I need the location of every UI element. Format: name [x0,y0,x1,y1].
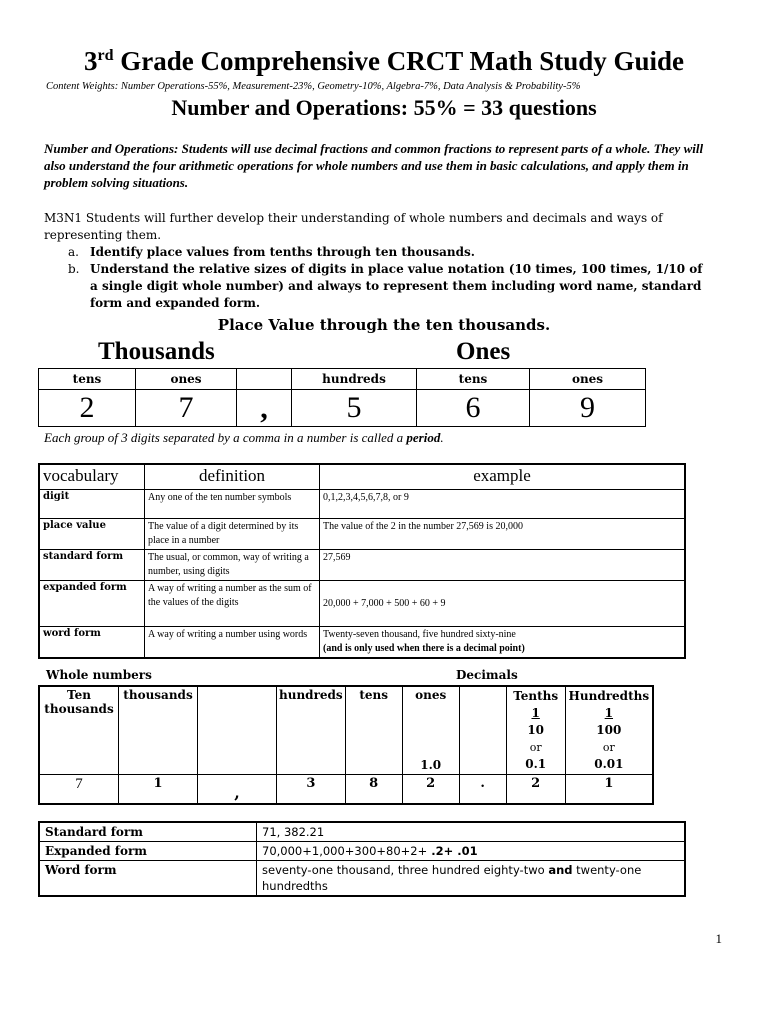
digit-cell: 9 [530,390,646,427]
ones-group-label: Ones [456,338,511,365]
value-cell: 1 [565,775,653,805]
vocab-header: vocabulary [39,464,145,490]
digit-cell: 5 [292,390,417,427]
header-cell: thousands [119,686,198,775]
comma-cell: , [237,390,292,427]
page-title: 3rd Grade Comprehensive CRCT Math Study Guide [83,46,685,76]
value-cell: 2 [506,775,565,805]
header-cell: tens [39,369,136,390]
value-cell: 1 [119,775,198,805]
definition-header: definition [145,464,320,490]
decimals-label: Decimals [456,668,518,682]
comma-cell: , [198,775,277,805]
header-cell: hundreds [277,686,346,775]
header-cell: ones [530,369,646,390]
header-cell: tens [417,369,530,390]
decimal-place-value-table [38,685,654,805]
standard-list [68,244,708,312]
table-row: Word form seventy-one thousand, three hundred eighty-two and twenty-one hundredths [39,861,685,897]
value-cell: 2 [402,775,459,805]
place-value-title: Place Value through the ten thousands. [217,316,551,334]
vocabulary-table [38,463,686,659]
standard-text: M3N1 Students will further develop their understanding of whole numbers and decimals and ways of representing them. [44,211,663,242]
decimal-point-cell: . [459,775,506,805]
example-header: example [320,464,686,490]
header-cell: tens [345,686,402,775]
value-cell: 3 [277,775,346,805]
table-row: word form A way of writing a number using words Twenty-seven thousand, five hundred sixty-nine (and is only used when there is a decimal point) [39,627,685,659]
header-cell [459,686,506,775]
table-row: digit Any one of the ten number symbols 0,1,2,3,4,5,6,7,8, or 9 [39,490,685,519]
header-cell-ones: ones 1.0 [402,686,459,775]
list-item: a. Identify place values from tenths through ten thousands. [68,245,475,259]
table-row: standard form The usual, or common, way of writing a number, using digits 27,569 [39,550,685,581]
number-forms-table [38,821,686,897]
header-cell: Ten thousands [39,686,119,775]
header-cell: hundreds [292,369,417,390]
list-item: b. Understand the relative sizes of digits in place value notation (10 times, 100 times, 1/10 of a single digit whole number) and always to represent them including word name, standard form and expanded form. [68,262,703,310]
header-cell-tenths: Tenths 1 10 or 0.1 [506,686,565,775]
value-cell: 8 [345,775,402,805]
digit-cell: 6 [417,390,530,427]
digit-cell: 2 [39,390,136,427]
table-row: expanded form A way of writing a number as the sum of the values of the digits 20,000 + 7,000 + 500 + 60 + 9 [39,581,685,627]
digit-cell: 7 [136,390,237,427]
page-number: 1 [715,931,722,946]
content-weights: Content Weights: Number Operations-55%, Measurement-23%, Geometry-10%, Algebra-7%, Data Analysis & Probability-5% [46,81,581,92]
thousands-group-label: Thousands [98,338,215,365]
header-cell: ones [136,369,237,390]
whole-numbers-label: Whole numbers [46,668,152,682]
value-cell: 7 [39,775,119,805]
intro-paragraph: Number and Operations: Students will use decimal fractions and common fractions to represent parts of a whole. They will also understand the four arithmetic operations for whole numbers and use them in basic calculations, and apply them in problem solving situations. [44,141,704,190]
header-cell [237,369,292,390]
table-row: Standard form 71, 382.21 [39,822,685,842]
table-row: Expanded form 70,000+1,000+300+80+2+ .2+ .01 [39,842,685,861]
table-row: place value The value of a digit determined by its place in a number The value of the 2 in the number 27,569 is 20,000 [39,519,685,550]
header-cell-hundredths: Hundredths 1 100 or 0.01 [565,686,653,775]
place-value-table [38,368,646,427]
period-note: Each group of 3 digits separated by a comma in a number is called a period. [44,430,444,445]
section-title: Number and Operations: 55% = 33 questions [171,95,597,120]
header-cell [198,686,277,775]
